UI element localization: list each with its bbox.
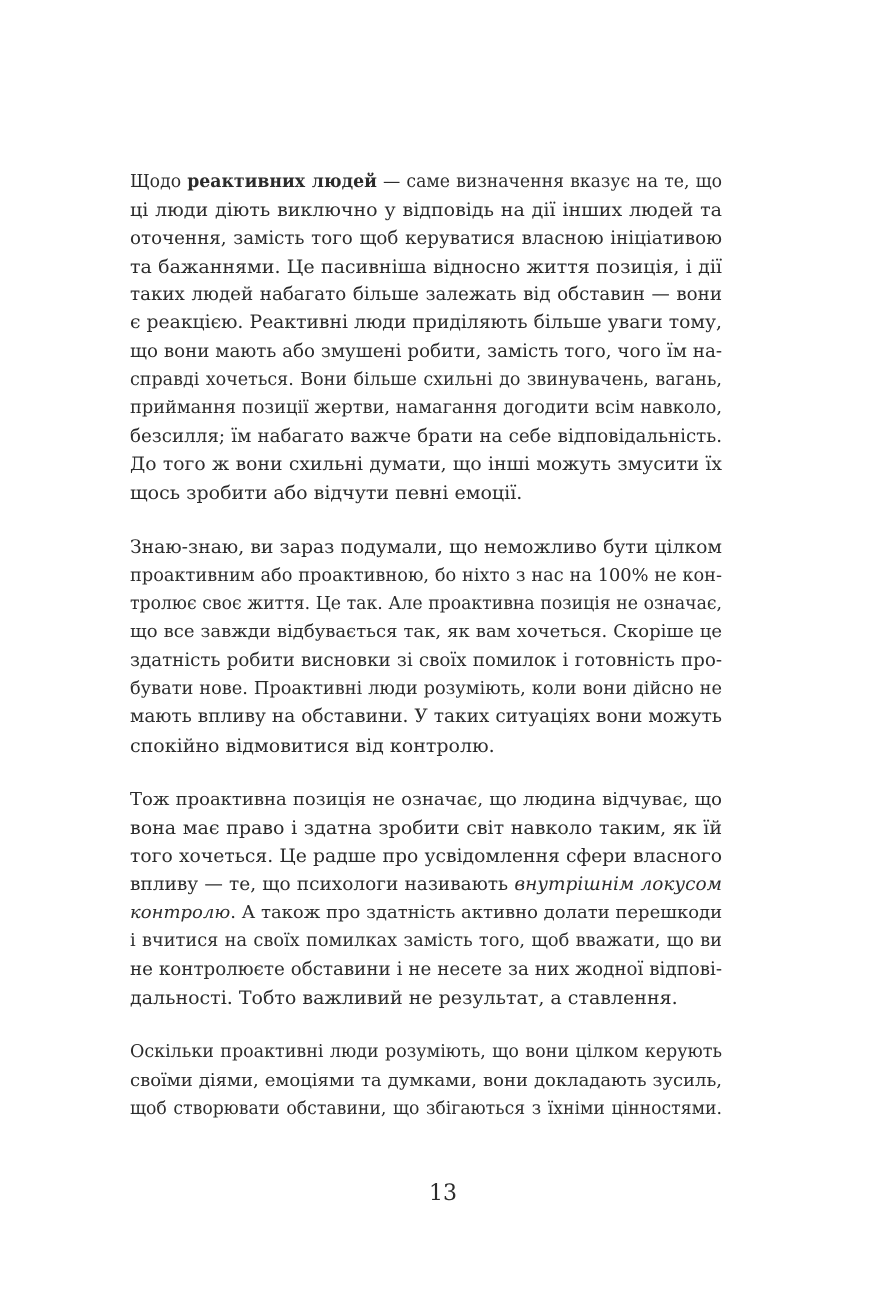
text-line (130, 309, 722, 337)
text-line (130, 225, 722, 253)
text-run: бувати нове. Проактивні люди розуміють, коли вони дійсно не (130, 679, 722, 700)
text-run: приймання позиції жертви, намагання догодити всім навколо, (130, 398, 722, 419)
text-line (130, 281, 722, 309)
text-run: щоб створювати обставини, що збігаються з їхніми цінностями. (130, 1098, 722, 1119)
text-line (130, 871, 722, 899)
text-run: ці люди діють виключно у відповідь на дії інших людей та (130, 199, 722, 222)
bold-term: реактивних людей (187, 172, 377, 192)
text-run: безсилля; їм набагато важче брати на себе відповідальність. (130, 425, 722, 447)
paragraph (130, 534, 722, 760)
body-text (130, 168, 722, 1123)
text-run: оточення, замість того щоб керуватися власною ініціативою (130, 227, 722, 249)
text-line (130, 479, 722, 507)
text-line (130, 984, 722, 1012)
text-run: проактивним або проактивною, бо ніхто з нас на 100% не кон- (130, 565, 722, 586)
text-run: і вчитися на своїх помилках замість того, щоб вважати, що ви (130, 931, 722, 952)
text-line (130, 366, 722, 394)
text-run: — саме визначення вказує на те, що (376, 172, 723, 192)
text-line (130, 1067, 722, 1095)
text-line (130, 451, 722, 479)
text-run: мають впливу на обставини. У таких ситуаціях вони можуть (130, 706, 722, 728)
text-line (130, 1038, 722, 1066)
paragraph (130, 168, 722, 508)
text-line (130, 647, 722, 675)
text-run: дальності. Тобто важливий не результат, а ставлення. (130, 987, 678, 1010)
text-line (130, 423, 722, 451)
text-run: вона має право і здатна зробити світ навколо таким, як їй (130, 817, 722, 840)
text-run: Тож проактивна позиція не означає, що людина відчуває, що (130, 788, 722, 810)
text-line (130, 1095, 722, 1123)
paragraph-gap (130, 1012, 722, 1038)
paragraph-gap (130, 508, 722, 534)
text-line (130, 534, 722, 562)
text-line (130, 618, 722, 646)
text-run: своїми діями, емоціями та думками, вони докладають зусиль, (130, 1069, 722, 1091)
text-run: того хочеться. Це радше про усвідомлення сфери власного (130, 845, 722, 867)
text-run: є реакцією. Реактивні люди приділяють більше уваги тому, (130, 312, 722, 334)
text-line (130, 786, 722, 814)
paragraph-gap (130, 760, 722, 786)
italic-term: контролю (130, 902, 231, 924)
text-line (130, 927, 722, 955)
paragraph (130, 786, 722, 1012)
text-run: впливу — те, що психологи називають (130, 873, 515, 895)
text-run: таких людей набагато більше залежать від обставин — вони (130, 284, 722, 306)
text-run: тролює своє життя. Це так. Але проактивна позиція не означає, (130, 594, 722, 615)
text-line (130, 843, 722, 871)
text-line (130, 168, 722, 196)
text-line (130, 814, 722, 842)
text-run: щось зробити або відчути певні емоції. (130, 482, 523, 505)
text-line (130, 394, 722, 422)
text-run: не контролюєте обставини і не несете за них жодної відпові- (130, 958, 722, 980)
text-line (130, 899, 722, 927)
text-line (130, 590, 722, 618)
text-line (130, 253, 722, 281)
text-line (130, 732, 722, 760)
text-run: спокійно відмовитися від контролю. (130, 734, 495, 757)
text-line (130, 956, 722, 984)
text-run: Оскільки проактивні люди розуміють, що вони цілком керують (130, 1042, 722, 1063)
paragraph (130, 1038, 722, 1123)
text-line (130, 562, 722, 590)
text-run: що все завжди відбувається так, як вам хочеться. Скоріше це (130, 621, 722, 643)
page-number: 13 (429, 1181, 457, 1206)
text-run: та бажаннями. Це пасивніша відносно життя позиція, і дії (130, 255, 722, 278)
text-run: здатність робити висновки зі своїх помилок і готовність про- (130, 649, 722, 671)
text-run: Знаю-знаю, ви зараз подумали, що неможливо бути цілком (130, 536, 722, 558)
text-run: . А також про здатність активно долати перешкоди (230, 902, 723, 924)
text-run: що вони мають або змушені робити, замість того, чого їм на- (130, 340, 722, 362)
text-run: Щодо (130, 172, 188, 192)
text-line (130, 675, 722, 703)
italic-term: внутрішнім локусом (514, 873, 722, 895)
text-line (130, 338, 722, 366)
text-line (130, 196, 722, 224)
text-run: До того ж вони схильні думати, що інші можуть змусити їх (130, 453, 722, 475)
text-line (130, 703, 722, 731)
text-run: справді хочеться. Вони більше схильні до звинувачень, вагань, (130, 370, 722, 391)
